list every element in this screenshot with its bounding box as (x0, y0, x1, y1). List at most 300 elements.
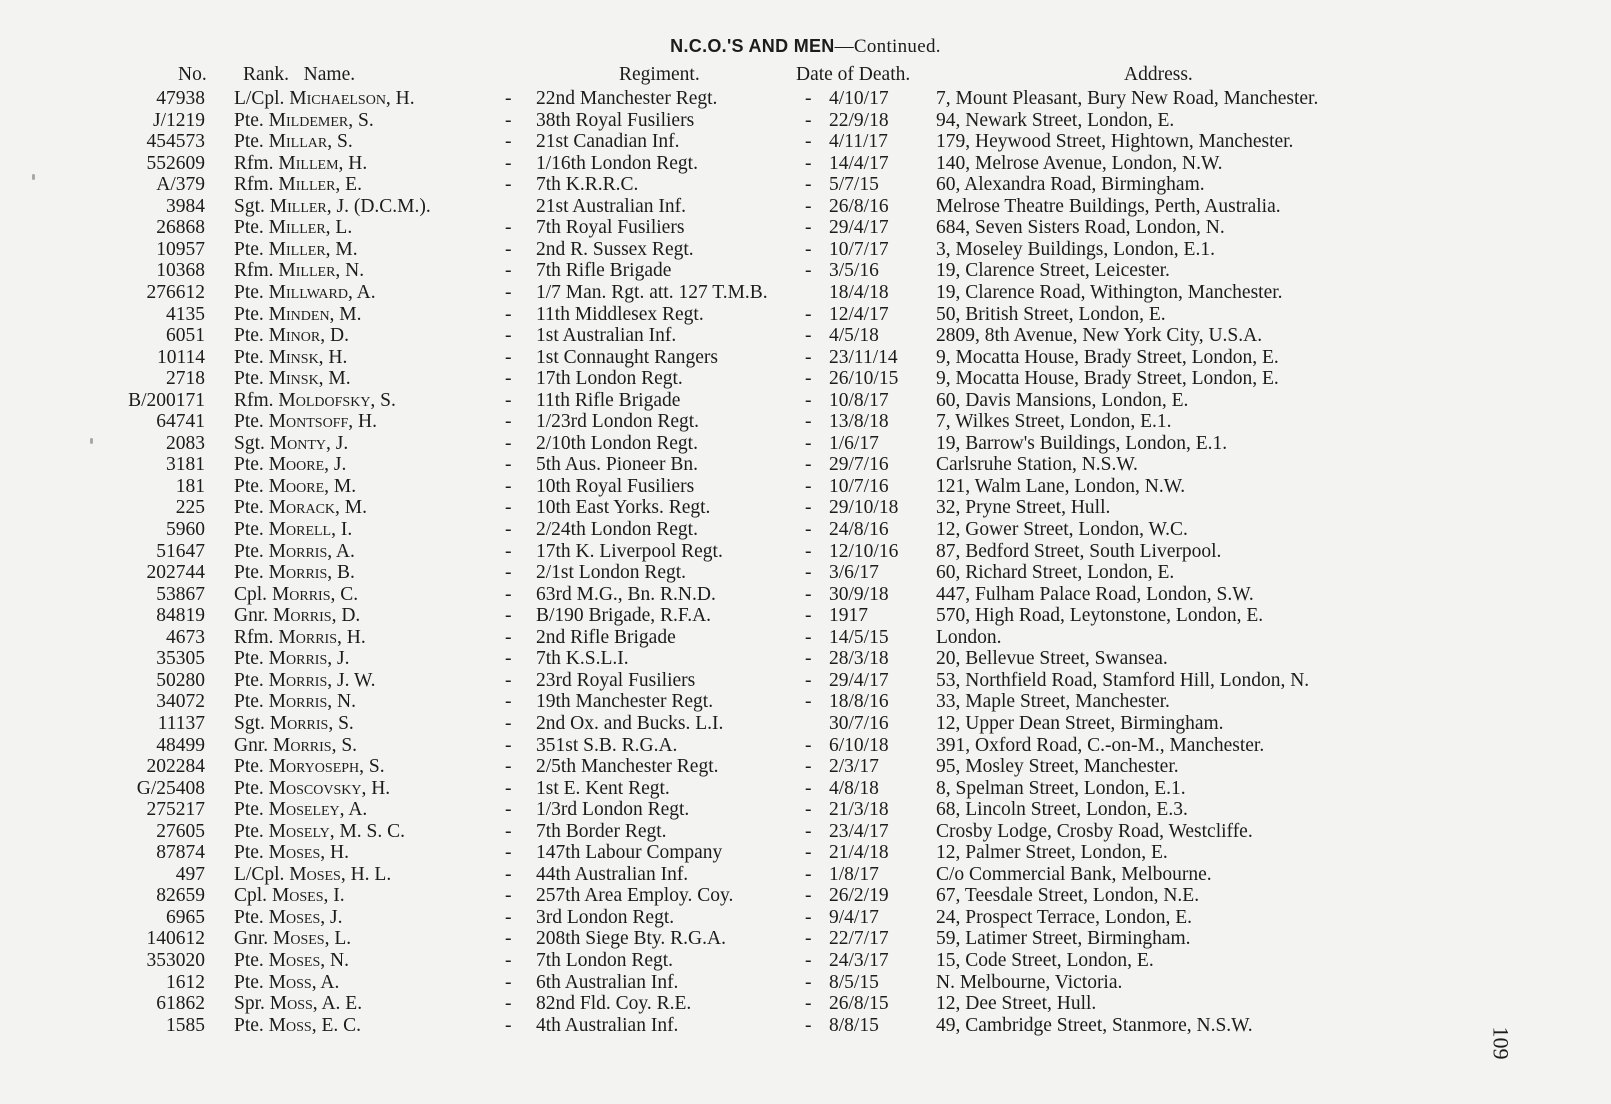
entry-number: 84819 (156, 605, 205, 627)
entry-address: 12, Palmer Street, London, E. (936, 842, 1168, 864)
entry-address: Melrose Theatre Buildings, Perth, Australia. (936, 195, 1281, 217)
table-row (0, 778, 1611, 800)
entry-name: Miller, L. (268, 217, 353, 239)
entry-rank: Pte. (234, 971, 264, 993)
entry-regiment: 7th Royal Fusiliers (536, 217, 685, 239)
entry-rank: Pte. (234, 238, 264, 260)
entry-number: J/1219 (152, 109, 205, 131)
entry-rank-name (234, 433, 348, 455)
entry-date-of-death: 18/8/16 (829, 691, 889, 713)
entry-rank-name (234, 390, 396, 412)
table-row (0, 864, 1611, 886)
entry-name: Minsk, M. (268, 368, 351, 390)
leader-dash: - (505, 648, 512, 670)
entry-name: Morris, S. (273, 734, 358, 756)
page-title (0, 36, 1611, 58)
entry-number: 6965 (166, 906, 205, 928)
table-row (0, 433, 1611, 455)
entry-regiment: 4th Australian Inf. (536, 1014, 679, 1036)
entry-address: 3, Moseley Buildings, London, E.1. (936, 238, 1215, 260)
entry-number: 552609 (146, 152, 205, 174)
leader-dash: - (505, 928, 512, 950)
table-row (0, 627, 1611, 649)
leader-dash: - (805, 950, 812, 971)
entry-rank: Pte. (234, 303, 264, 325)
table-row (0, 1015, 1611, 1037)
entry-name: Michaelson, H. (289, 88, 415, 109)
entry-name: Moss, E. C. (268, 1014, 361, 1036)
entry-rank-name (234, 282, 376, 304)
leader-dash: - (505, 497, 512, 519)
entry-regiment: 1st E. Kent Regt. (536, 777, 670, 799)
entry-rank: Pte. (234, 475, 264, 497)
entry-regiment: 7th London Regt. (536, 950, 674, 971)
entry-rank-name (234, 670, 375, 692)
header-date: Date of Death. (796, 64, 911, 85)
leader-dash: - (505, 712, 512, 734)
entry-rank-name (234, 907, 342, 929)
entry-rank: Pte. (234, 368, 264, 390)
entry-address: 391, Oxford Road, C.-on-M., Manchester. (936, 734, 1265, 756)
leader-dash: - (805, 454, 812, 476)
entry-rank-name (234, 239, 358, 261)
entry-regiment: 23rd Royal Fusiliers (536, 669, 696, 691)
leader-dash: - (505, 820, 512, 842)
entry-number: 48499 (156, 734, 205, 756)
entry-number: 276612 (146, 281, 205, 303)
leader-dash: - (805, 648, 812, 670)
entry-rank: Sgt. (234, 195, 265, 217)
entry-rank-name (234, 627, 366, 649)
entry-number: 2718 (166, 368, 205, 390)
table-row (0, 153, 1611, 175)
entry-rank-name (234, 131, 353, 153)
entry-rank: L/Cpl. (234, 88, 285, 109)
table-row (0, 390, 1611, 412)
entry-name: Morris, J. W. (268, 669, 376, 691)
entry-rank-name (234, 541, 355, 563)
leader-dash: - (505, 691, 512, 713)
entry-rank: Pte. (234, 648, 264, 670)
entry-name: Moore, M. (268, 475, 357, 497)
entry-regiment: 2/24th London Regt. (536, 519, 698, 540)
leader-dash: - (505, 152, 512, 174)
entry-name: Moses, L. (273, 928, 352, 950)
entry-regiment: 1/16th London Regt. (536, 152, 698, 174)
entry-name: Millem, H. (278, 152, 368, 174)
entry-rank-name (234, 928, 351, 950)
leader-dash: - (805, 519, 812, 540)
leader-dash: - (505, 799, 512, 821)
table-row (0, 519, 1611, 541)
leader-dash: - (505, 906, 512, 928)
entry-address: 60, Davis Mansions, London, E. (936, 389, 1189, 411)
entry-address: Crosby Lodge, Crosby Road, Westcliffe. (936, 820, 1253, 842)
entry-date-of-death: 30/7/16 (829, 712, 889, 734)
entry-rank: Rfm. (234, 174, 274, 196)
entry-address: 19, Clarence Street, Leicester. (936, 260, 1170, 282)
entry-address: 12, Dee Street, Hull. (936, 993, 1097, 1015)
entry-rank-name (234, 411, 377, 433)
leader-dash: - (805, 734, 812, 756)
leader-dash: - (805, 497, 812, 519)
entry-rank: Pte. (234, 950, 264, 971)
entry-date-of-death: 10/7/16 (829, 475, 889, 497)
entry-rank-name (234, 347, 347, 369)
entry-rank: Gnr. (234, 605, 269, 627)
leader-dash: - (505, 432, 512, 454)
entry-rank-name (234, 562, 355, 584)
entry-regiment: 2/1st London Regt. (536, 562, 687, 584)
entry-number: 82659 (156, 885, 205, 907)
entry-regiment: 2/5th Manchester Regt. (536, 756, 719, 778)
entry-date-of-death: 12/4/17 (829, 303, 889, 325)
entry-number: 202284 (146, 756, 205, 778)
leader-dash: - (505, 734, 512, 756)
entry-regiment: 1st Connaught Rangers (536, 346, 718, 368)
entry-address: 60, Richard Street, London, E. (936, 562, 1175, 584)
entry-date-of-death: 21/4/18 (829, 842, 889, 864)
leader-dash: - (505, 756, 512, 778)
leader-dash: - (505, 389, 512, 411)
table-row (0, 950, 1611, 972)
page-title-bold: N.C.O.'S AND MEN (670, 36, 835, 56)
table-row (0, 454, 1611, 476)
leader-dash: - (805, 411, 812, 433)
entry-regiment: 257th Area Employ. Coy. (536, 885, 734, 907)
entry-address: 20, Bellevue Street, Swansea. (936, 648, 1168, 670)
entry-regiment: 21st Australian Inf. (536, 195, 687, 217)
entry-name: Moscovsky, H. (268, 777, 391, 799)
entry-name: Mildemer, S. (268, 109, 374, 131)
table-row (0, 476, 1611, 498)
entry-rank: Pte. (234, 842, 264, 864)
entry-address: 49, Cambridge Street, Stanmore, N.S.W. (936, 1014, 1253, 1036)
entry-date-of-death: 10/7/17 (829, 238, 889, 260)
entry-name: Moseley, A. (268, 799, 368, 821)
entry-number: 2083 (166, 432, 205, 454)
table-row (0, 562, 1611, 584)
entry-number: 64741 (156, 411, 205, 433)
entry-regiment: 44th Australian Inf. (536, 863, 689, 885)
entry-date-of-death: 8/5/15 (829, 971, 879, 993)
entry-regiment: 17th K. Liverpool Regt. (536, 540, 723, 562)
entry-number: A/379 (156, 174, 205, 196)
entry-address: 8, Spelman Street, London, E.1. (936, 777, 1186, 799)
entry-date-of-death: 26/8/16 (829, 195, 889, 217)
entry-number: 26868 (156, 217, 205, 239)
leader-dash: - (805, 260, 812, 282)
entry-regiment: 1/3rd London Regt. (536, 799, 690, 821)
entry-regiment: 11th Middlesex Regt. (536, 303, 704, 325)
entry-regiment: 351st S.B. R.G.A. (536, 734, 678, 756)
entry-name: Monty, J. (269, 432, 349, 454)
leader-dash: - (805, 174, 812, 196)
leader-dash: - (505, 454, 512, 476)
leader-dash: - (805, 325, 812, 347)
entry-regiment: 17th London Regt. (536, 368, 683, 390)
entry-rank-name (234, 519, 352, 541)
entry-rank: Pte. (234, 820, 264, 842)
entry-name: Miller, N. (278, 260, 365, 282)
leader-dash: - (505, 669, 512, 691)
entry-rank: Pte. (234, 777, 264, 799)
entry-rank-name (234, 153, 367, 175)
entry-rank-name (234, 864, 391, 886)
entry-number: 51647 (156, 540, 205, 562)
entry-date-of-death: 30/9/18 (829, 583, 889, 605)
leader-dash: - (505, 238, 512, 260)
entry-rank: Pte. (234, 562, 264, 584)
entry-rank-name (234, 713, 354, 735)
leader-dash: - (805, 669, 812, 691)
entry-number: 61862 (156, 993, 205, 1015)
leader-dash: - (805, 885, 812, 907)
entry-regiment: 82nd Fld. Coy. R.E. (536, 993, 692, 1015)
leader-dash: - (805, 109, 812, 131)
entry-rank-name (234, 217, 352, 239)
entry-rank-name (234, 454, 346, 476)
entry-rank: Pte. (234, 519, 264, 540)
entry-address: 19, Barrow's Buildings, London, E.1. (936, 432, 1228, 454)
header-rank-name: Rank. Name. (243, 64, 356, 85)
entry-date-of-death: 22/7/17 (829, 928, 889, 950)
entry-regiment: 11th Rifle Brigade (536, 389, 681, 411)
entry-rank: Cpl. (234, 885, 268, 907)
leader-dash: - (805, 777, 812, 799)
leader-dash: - (805, 842, 812, 864)
entry-number: 202744 (146, 562, 205, 584)
entry-name: Morell, I. (268, 519, 353, 540)
entry-date-of-death: 9/4/17 (829, 906, 879, 928)
entry-date-of-death: 4/10/17 (829, 88, 889, 109)
entry-address: 87, Bedford Street, South Liverpool. (936, 540, 1222, 562)
entry-regiment: B/190 Brigade, R.F.A. (536, 605, 712, 627)
entry-regiment: 2nd R. Sussex Regt. (536, 238, 694, 260)
entry-date-of-death: 1/8/17 (829, 863, 879, 885)
entry-rank: Pte. (234, 799, 264, 821)
entry-date-of-death: 29/7/16 (829, 454, 889, 476)
column-headers (0, 64, 1611, 86)
entry-regiment: 2nd Ox. and Bucks. L.I. (536, 712, 724, 734)
entry-rank-name (234, 497, 367, 519)
entry-address: 9, Mocatta House, Brady Street, London, E. (936, 368, 1279, 390)
entry-address: 570, High Road, Leytonstone, London, E. (936, 605, 1264, 627)
table-row (0, 541, 1611, 563)
entry-address: 2809, 8th Avenue, New York City, U.S.A. (936, 325, 1263, 347)
leader-dash: - (805, 562, 812, 584)
entry-number: 10368 (156, 260, 205, 282)
entry-rank-name (234, 325, 349, 347)
table-row (0, 885, 1611, 907)
entry-date-of-death: 23/4/17 (829, 820, 889, 842)
entry-number: 275217 (146, 799, 205, 821)
page-blemish (90, 438, 93, 444)
entry-name: Morris, A. (268, 540, 355, 562)
entry-address: 68, Lincoln Street, London, E.3. (936, 799, 1188, 821)
entry-regiment: 2/10th London Regt. (536, 432, 698, 454)
leader-dash: - (505, 174, 512, 196)
entry-regiment: 6th Australian Inf. (536, 971, 679, 993)
table-row (0, 88, 1611, 110)
leader-dash: - (505, 540, 512, 562)
table-row (0, 131, 1611, 153)
entry-rank-name (234, 304, 362, 326)
entry-date-of-death: 28/3/18 (829, 648, 889, 670)
entry-address: 59, Latimer Street, Birmingham. (936, 928, 1191, 950)
entry-date-of-death: 4/5/18 (829, 325, 879, 347)
entry-regiment: 5th Aus. Pioneer Bn. (536, 454, 698, 476)
entry-rank-name (234, 821, 405, 843)
table-row (0, 110, 1611, 132)
leader-dash: - (805, 88, 812, 109)
entry-regiment: 1/23rd London Regt. (536, 411, 700, 433)
entry-name: Moryoseph, S. (268, 756, 385, 778)
entry-name: Miller, M. (268, 238, 358, 260)
entry-address: 33, Maple Street, Manchester. (936, 691, 1170, 713)
leader-dash: - (805, 799, 812, 821)
entry-date-of-death: 24/8/16 (829, 519, 889, 540)
entry-regiment: 19th Manchester Regt. (536, 691, 714, 713)
table-row (0, 821, 1611, 843)
entry-rank-name (234, 972, 339, 994)
table-row (0, 756, 1611, 778)
leader-dash: - (505, 346, 512, 368)
entry-rank-name (234, 476, 356, 498)
header-no: No. (178, 64, 207, 85)
leader-dash: - (505, 1014, 512, 1036)
leader-dash: - (505, 842, 512, 864)
entry-date-of-death: 1917 (829, 605, 868, 627)
entry-name: Miller, E. (278, 174, 362, 196)
table-row (0, 993, 1611, 1015)
entry-name: Morris, B. (268, 562, 355, 584)
entry-name: Morris, C. (271, 583, 359, 605)
table-row (0, 174, 1611, 196)
leader-dash: - (805, 152, 812, 174)
entry-rank: Rfm. (234, 626, 274, 648)
entry-number: 10114 (156, 346, 205, 368)
table-row (0, 842, 1611, 864)
entry-rank-name (234, 648, 349, 670)
entry-address: 7, Wilkes Street, London, E.1. (936, 411, 1172, 433)
entry-number: 181 (175, 475, 205, 497)
entry-rank: Pte. (234, 906, 264, 928)
leader-dash: - (805, 971, 812, 993)
entry-name: Morris, D. (273, 605, 361, 627)
entry-address: 24, Prospect Terrace, London, E. (936, 906, 1193, 928)
entry-regiment: 2nd Rifle Brigade (536, 626, 676, 648)
entry-name: Minsk, H. (268, 346, 348, 368)
entry-name: Millward, A. (268, 281, 376, 303)
leader-dash: - (805, 303, 812, 325)
entry-address: 19, Clarence Road, Withington, Manchester. (936, 281, 1283, 303)
entry-rank-name (234, 368, 351, 390)
leader-dash: - (505, 475, 512, 497)
leader-dash: - (805, 475, 812, 497)
entry-number: 47938 (156, 88, 205, 109)
entry-rank-name (234, 778, 390, 800)
entry-address: 15, Code Street, London, E. (936, 950, 1154, 971)
leader-dash: - (805, 906, 812, 928)
entry-date-of-death: 29/10/18 (829, 497, 899, 519)
table-row (0, 907, 1611, 929)
entry-number: 34072 (156, 691, 205, 713)
entry-rank-name (234, 88, 415, 110)
leader-dash: - (805, 217, 812, 239)
table-row (0, 584, 1611, 606)
entry-name: Minor, D. (268, 325, 349, 347)
leader-dash: - (505, 885, 512, 907)
leader-dash: - (805, 131, 812, 153)
entry-address: 60, Alexandra Road, Birmingham. (936, 174, 1205, 196)
entry-name: Morris, S. (269, 712, 354, 734)
entry-rank: Sgt. (234, 712, 265, 734)
entry-name: Mosely, M. S. C. (268, 820, 406, 842)
entry-rank: Pte. (234, 131, 264, 153)
entry-name: Moss, A. E. (269, 993, 363, 1015)
entry-name: Moses, H. (268, 842, 349, 864)
leader-dash: - (805, 756, 812, 778)
entry-address: Carlsruhe Station, N.S.W. (936, 454, 1138, 476)
entry-rank: Pte. (234, 669, 264, 691)
page-blemish (32, 174, 35, 180)
entry-number: 3984 (166, 195, 205, 217)
entry-date-of-death: 4/8/18 (829, 777, 879, 799)
entry-rank: Pte. (234, 109, 264, 131)
entry-name: Moldofsky, S. (278, 389, 396, 411)
entry-rank-name (234, 584, 358, 606)
entry-regiment: 10th Royal Fusiliers (536, 475, 695, 497)
entry-address: 50, British Street, London, E. (936, 303, 1166, 325)
table-row (0, 411, 1611, 433)
table-row (0, 347, 1611, 369)
leader-dash: - (805, 820, 812, 842)
entry-number: 3181 (166, 454, 205, 476)
entry-rank: Pte. (234, 454, 264, 476)
entry-date-of-death: 22/9/18 (829, 109, 889, 131)
entry-rank: Gnr. (234, 928, 269, 950)
entry-rank: Spr. (234, 993, 265, 1015)
header-address: Address. (1124, 64, 1193, 85)
entry-number: 11137 (157, 712, 205, 734)
entry-date-of-death: 24/3/17 (829, 950, 889, 971)
entry-name: Morack, M. (268, 497, 367, 519)
entry-address: 9, Mocatta House, Brady Street, London, E. (936, 346, 1279, 368)
leader-dash: - (805, 432, 812, 454)
entry-rank: Gnr. (234, 734, 269, 756)
entry-date-of-death: 4/11/17 (829, 131, 888, 153)
entry-rank: Pte. (234, 411, 264, 433)
leader-dash: - (805, 195, 812, 217)
entry-name: Morris, H. (278, 626, 366, 648)
entry-regiment: 21st Canadian Inf. (536, 131, 680, 153)
entry-name: Morris, N. (268, 691, 356, 713)
leader-dash: - (805, 993, 812, 1015)
entry-rank-name (234, 110, 374, 132)
entry-date-of-death: 26/8/15 (829, 993, 889, 1015)
leader-dash: - (505, 863, 512, 885)
entry-number: 1585 (166, 1014, 205, 1036)
entry-number: 87874 (156, 842, 205, 864)
entry-rank-name (234, 950, 349, 972)
entry-regiment: 7th Rifle Brigade (536, 260, 672, 282)
entry-name: Moore, J. (268, 454, 347, 476)
entry-rank-name (234, 993, 362, 1015)
table-row (0, 605, 1611, 627)
leader-dash: - (805, 368, 812, 390)
leader-dash: - (505, 325, 512, 347)
